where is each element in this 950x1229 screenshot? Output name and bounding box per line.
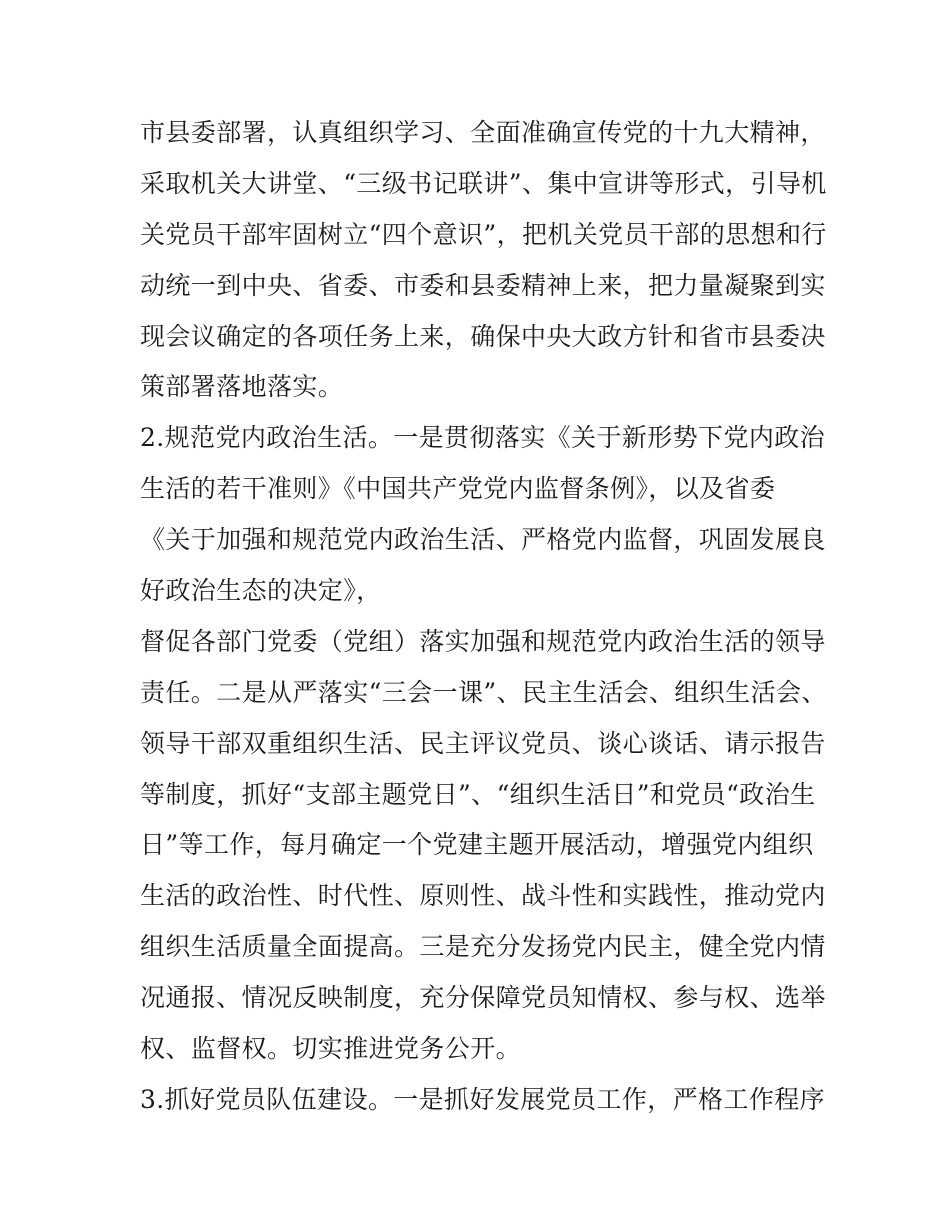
section-3-heading-line: 3.抓好党员队伍建设。一是抓好发展党员工作，严格工作程序 xyxy=(140,1084,826,1114)
text-line: 采取机关大讲堂、“三级书记联讲”、集中宣讲等形式，引导机 xyxy=(140,168,827,198)
text-line: 关党员干部牢固树立“四个意识”，把机关党员干部的思想和行 xyxy=(140,219,827,249)
text-line: 市县委部署，认真组织学习、全面准确宣传党的十九大精神， xyxy=(140,118,826,147)
text-line: 生活的若干准则》《中国共产党党内监督条例》，以及省委 xyxy=(140,474,776,504)
text-line: 现会议确定的各项任务上来，确保中央大政方针和省市县委决 xyxy=(140,321,826,351)
text-line: 等制度，抓好“支部主题党日”、“组织生活日”和党员“政治生 xyxy=(140,779,816,809)
text-line: 动统一到中央、省委、市委和县委精神上来，把力量凝聚到实 xyxy=(140,270,826,300)
text-line: 况通报、情况反映制度，充分保障党员知情权、参与权、选举 xyxy=(140,983,826,1013)
section-2-heading-line: 2.规范党内政治生活。一是贯彻落实《关于新形势下党内政治 xyxy=(140,423,826,453)
text-line: 督促各部门党委（党组）落实加强和规范党内政治生活的领导 xyxy=(140,626,826,656)
text-line: 组织生活质量全面提高。三是充分发扬党内民主，健全党内情 xyxy=(140,932,826,962)
body-text xyxy=(140,108,830,1126)
text-line: 领导干部双重组织生活、民主评议党员、谈心谈话、请示报告 xyxy=(140,728,826,758)
text-line: 生活的政治性、时代性、原则性、战斗性和实践性，推动党内 xyxy=(140,881,826,911)
text-line: 策部署落地落实。 xyxy=(140,372,344,402)
text-line: 《关于加强和规范党内政治生活、严格党内监督，巩固发展良 xyxy=(140,525,826,555)
text-line: 权、监督权。切实推进党务公开。 xyxy=(140,1034,522,1064)
text-line: 好政治生态的决定》， xyxy=(140,576,382,606)
text-line: 日”等工作，每月确定一个党建主题开展活动，增强党内组织 xyxy=(140,830,814,860)
text-line: 责任。二是从严落实“三会一课”、民主生活会、组织生活会、 xyxy=(140,677,827,707)
